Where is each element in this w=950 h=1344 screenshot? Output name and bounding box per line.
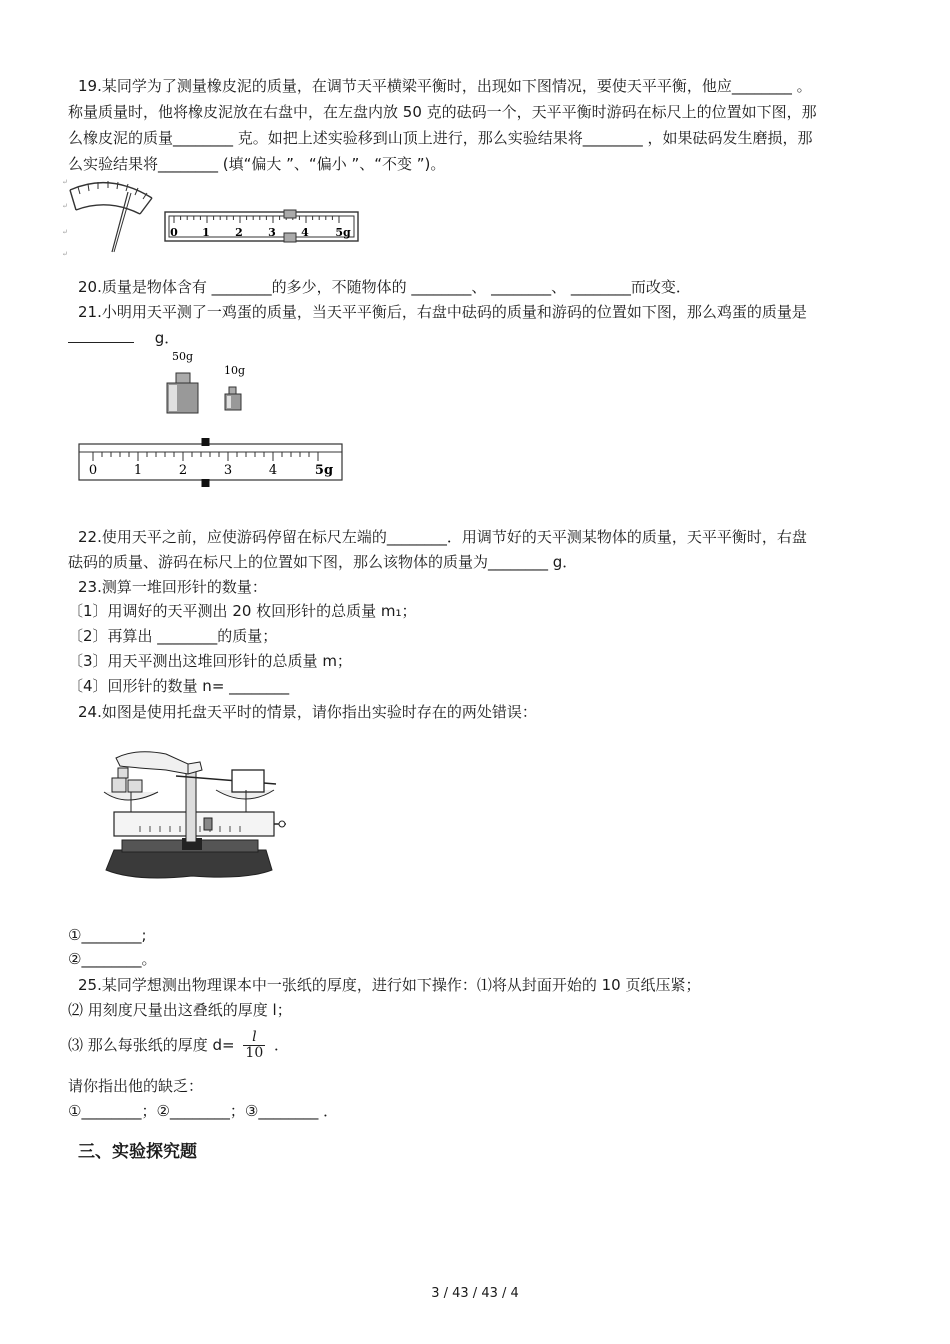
q25-line5: ①________；②________；③________ ．: [68, 1102, 339, 1120]
weight-50g-knob: [176, 373, 190, 383]
weight-50g-label: 50g: [172, 350, 194, 363]
section-heading: 三、实验探究题: [78, 1142, 197, 1162]
q19-line4: 么实验结果将________ (填“偏大 ”、“偏小 ”、“不变 ”)。: [68, 155, 446, 173]
q24-title: 24.如图是使用托盘天平时的情景，请你指出实验时存在的两处错误：: [78, 703, 537, 721]
q21-line1: 21.小明用天平测了一鸡蛋的质量，当天平平衡后，右盘中砝码的质量和游码的位置如下图，那么鸡蛋的质量是: [78, 303, 807, 321]
q21-line2: [68, 328, 179, 348]
q25-line4: 请你指出他的缺乏：: [68, 1077, 204, 1095]
q24-answer-1: ①________;: [68, 926, 147, 944]
svg-text:↵: ↵: [62, 202, 68, 210]
svg-text:↵: ↵: [62, 250, 68, 258]
q25-line3-post: ．: [274, 1036, 290, 1054]
q21-blank[interactable]: [68, 328, 134, 343]
page-footer: 3 / 43 / 43 / 4: [431, 1286, 519, 1301]
svg-text:↵: ↵: [62, 228, 68, 236]
q22-line2: 砝码的质量、游码在标尺上的位置如下图，那么该物体的质量为________ g．: [68, 553, 578, 571]
q19-tick-label: 3: [268, 226, 276, 239]
fraction-denominator: 10: [245, 1045, 264, 1061]
q23-step1: 〔1〕用调好的天平测出 20 枚回形针的总质量 m₁；: [68, 602, 417, 620]
q23-step3: 〔3〕用天平测出这堆回形针的总质量 m；: [68, 652, 352, 670]
q19-tick-label: 5g: [335, 226, 351, 239]
q19-tick-label: 2: [235, 226, 243, 239]
q19-line2: 称量质量时，他将橡皮泥放在右盘中，在左盘内放 50 克的砝码一个，天平平衡时游码在标尺上的位置如下图，那: [68, 103, 817, 121]
q19-line1: 19.某同学为了测量橡皮泥的质量，在调节天平横梁平衡时，出现如下图情况，要使天平平衡，他应________ 。: [78, 77, 812, 95]
q19-tick-label: 4: [301, 226, 309, 239]
q21-tick-label: 0: [88, 463, 98, 478]
q23-title: 23.测算一堆回形针的数量：: [78, 578, 267, 596]
q21-rider-bottom: [202, 479, 210, 487]
balance-dial-figure: [62, 176, 162, 258]
q19-tick-label: 1: [202, 226, 210, 239]
thickness-fraction: [243, 1030, 265, 1061]
q21-unit: g．: [154, 329, 180, 347]
q19-rider-bottom: [284, 233, 296, 242]
q21-weights-figure: [162, 348, 252, 418]
q23-step4: 〔4〕回形针的数量 n= ________: [68, 677, 290, 695]
q25-line3-pre: ⑶ 那么每张纸的厚度 d=: [68, 1036, 235, 1054]
q21-ruler: [78, 436, 344, 490]
q25-line1: 25.某同学想测出物理课本中一张纸的厚度，进行如下操作：⑴将从封面开始的 10 页纸压紧；: [78, 976, 701, 994]
q25-line2: ⑵ 用刻度尺量出这叠纸的厚度 l；: [68, 1001, 292, 1019]
q21-rider-top: [202, 438, 210, 446]
svg-text:↵: ↵: [62, 178, 68, 186]
q19-line3: 么橡皮泥的质量________ 克。如把上述实验移到山顶上进行，那么实验结果将________ ，如果砝码发生磨损，那: [68, 129, 813, 147]
q19-rider-top: [284, 210, 296, 218]
weight-10g-knob: [229, 387, 236, 394]
q19-ruler: [164, 210, 360, 244]
q21-tick-label: 4: [268, 463, 278, 478]
weight-10g-label: 10g: [224, 364, 246, 377]
q22-line1: 22.使用天平之前，应使游码停留在标尺左端的________．用调节好的天平测某物体的质量，天平平衡时，右盘: [78, 528, 807, 546]
q21-tick-label: 2: [178, 463, 188, 478]
q23-step2: 〔2〕再算出 ________的质量；: [68, 627, 278, 645]
q21-tick-label: 1: [133, 463, 143, 478]
q21-tick-label: 3: [223, 463, 233, 478]
balance-scene-figure: [96, 742, 288, 892]
q19-tick-label: 0: [170, 226, 178, 239]
fraction-numerator: l: [252, 1029, 257, 1045]
q24-answer-2: ②________。: [68, 950, 157, 968]
q21-tick-label: 5g: [314, 463, 334, 478]
q25-line3: [68, 1028, 289, 1062]
q20-text: 20.质量是物体含有 ________的多少，不随物体的 ________、 ________、 ________而改变．: [78, 278, 691, 296]
